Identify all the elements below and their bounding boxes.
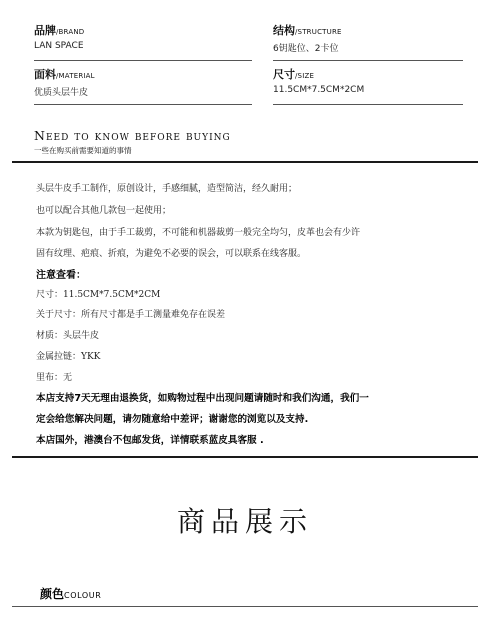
- spec-divider-left-2: [34, 104, 252, 105]
- spec-divider-left-1: [34, 60, 252, 61]
- product-display-title: 商品展示: [176, 505, 313, 538]
- spec-size-value: 11.5CM*7.5CM*2CM: [273, 85, 365, 95]
- spec-divider-right-1: [273, 60, 463, 61]
- spec-size-label: 尺寸/SIZE: [273, 68, 315, 81]
- attention-heading: 注意查看：: [36, 270, 86, 281]
- spec-divider-right-2: [273, 104, 463, 105]
- spec-size: [273, 66, 365, 95]
- attention-line: 里布：无: [36, 373, 73, 383]
- spec-brand-label: 品牌/BRAND: [34, 24, 85, 37]
- attention-line: 金属拉链：YKK: [36, 352, 101, 362]
- policy-line: 定会给您解决问题，请勿随意给中差评；谢谢您的浏览以及支持.: [36, 414, 309, 425]
- spec-material: [34, 66, 95, 98]
- section-bottom-rule: [12, 456, 478, 458]
- need-to-know-title: Need to know before buying: [34, 128, 231, 143]
- attention-line: 尺寸：11.5CM*7.5CM*2CM: [36, 290, 161, 300]
- description-line: 固有纹理、疤痕、折痕，为避免不必要的误会，可以联系在线客服。: [36, 249, 307, 259]
- attention-line: 关于尺寸：所有尺寸都是手工测量难免存在误差: [36, 310, 226, 320]
- spec-structure-value: 6钥匙位、2卡位: [273, 44, 339, 54]
- spec-structure: [273, 22, 342, 54]
- description-line: 头层牛皮手工制作，原创设计，手感细腻，造型简洁，经久耐用；: [36, 184, 298, 194]
- section-top-rule: [12, 161, 478, 163]
- policy-line: 本店国外，港澳台不包邮发货，详情联系蓝皮具客服 .: [36, 435, 264, 446]
- description-line: 本款为钥匙包，由于手工裁剪，不可能和机器裁剪一般完全均匀，皮革也会有少许: [36, 228, 361, 238]
- need-to-know-subtitle: 一些在购买前需要知道的事情: [34, 146, 132, 155]
- spec-material-label: 面料/MATERIAL: [34, 68, 95, 81]
- attention-line: 材质：头层牛皮: [36, 331, 100, 341]
- policy-line: 本店支持7天无理由退换货，如购物过程中出现问题请随时和我们沟通，我们一: [36, 393, 369, 404]
- spec-structure-label: 结构/STRUCTURE: [273, 24, 342, 37]
- spec-material-value: 优质头层牛皮: [34, 88, 89, 98]
- description-line: 也可以配合其他几款包一起使用；: [36, 206, 172, 216]
- spec-brand-value: LAN SPACE: [34, 41, 84, 51]
- colour-rule: [12, 606, 478, 607]
- spec-brand: [34, 22, 85, 51]
- colour-label: 颜色COLOUR: [40, 587, 102, 601]
